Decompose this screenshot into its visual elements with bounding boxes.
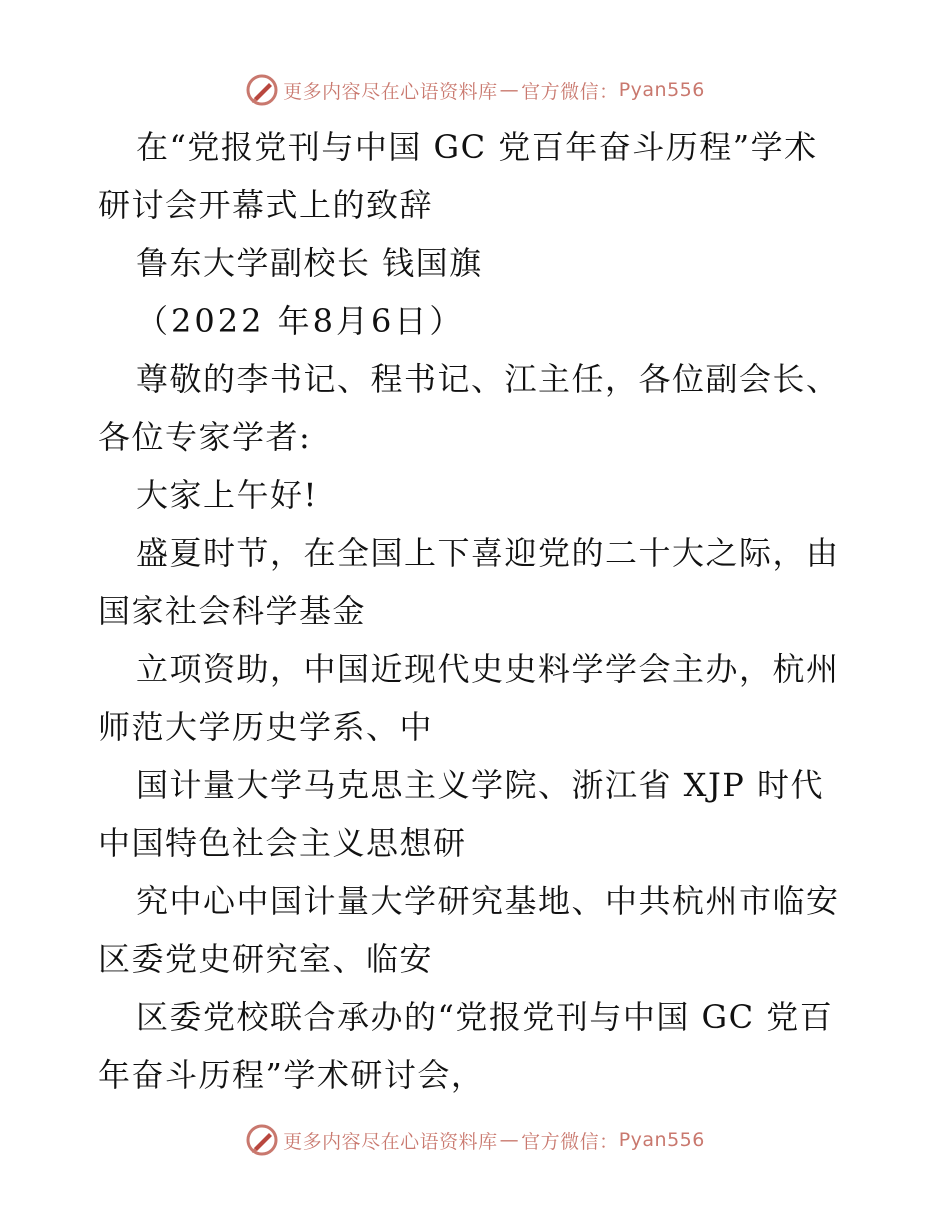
watermark-handle: Pyan556: [618, 79, 705, 101]
watermark-handle: Pyan556: [618, 1129, 705, 1151]
doc-salutation-line-1: 尊敬的李书记、程书记、江主任，各位副会长、: [136, 360, 840, 398]
doc-paragraph-line: 国家社会科学基金: [98, 592, 367, 630]
watermark-footer: [0, 1120, 950, 1160]
watermark-header: [0, 70, 950, 110]
doc-paragraph-line: 立项资助，中国近现代史史料学学会主办，杭州: [136, 650, 840, 688]
watermark-wechat-label: 官方微信：: [521, 1130, 619, 1153]
pen-logo-icon: [245, 73, 279, 107]
doc-greeting: 大家上午好!: [136, 476, 318, 514]
doc-salutation-line-2: 各位专家学者:: [98, 418, 312, 456]
doc-paragraph-line: 中国特色社会主义思想研: [98, 824, 467, 862]
watermark-text: 更多内容尽在心语资料库: [283, 80, 498, 103]
doc-paragraph-line: 年奋斗历程”学术研讨会，: [98, 1056, 485, 1094]
doc-date: （2022 年8月6日）: [136, 302, 465, 340]
doc-paragraph-line: 盛夏时节，在全国上下喜迎党的二十大之际，由: [136, 534, 840, 572]
doc-author: 鲁东大学副校长 钱国旗: [136, 244, 483, 282]
document-body: [98, 118, 858, 1104]
pen-logo-icon: [245, 1123, 279, 1157]
doc-paragraph-line: 国计量大学马克思主义学院、浙江省 XJP 时代: [136, 766, 824, 804]
doc-paragraph-line: 究中心中国计量大学研究基地、中共杭州市临安: [136, 882, 840, 920]
watermark-dash: —: [499, 1129, 520, 1151]
doc-paragraph-line: 区委党史研究室、临安: [98, 940, 434, 978]
doc-title-line-2: 研讨会开幕式上的致辞: [98, 186, 434, 224]
doc-title-line-1: 在“党报党刊与中国 GC 党百年奋斗历程”学术: [136, 128, 818, 166]
doc-paragraph-line: 师范大学历史学系、中: [98, 708, 434, 746]
doc-paragraph-line: 区委党校联合承办的“党报党刊与中国 GC 党百: [136, 998, 834, 1036]
watermark-dash: —: [499, 79, 520, 101]
watermark-wechat-label: 官方微信：: [521, 80, 619, 103]
watermark-text: 更多内容尽在心语资料库: [283, 1130, 498, 1153]
